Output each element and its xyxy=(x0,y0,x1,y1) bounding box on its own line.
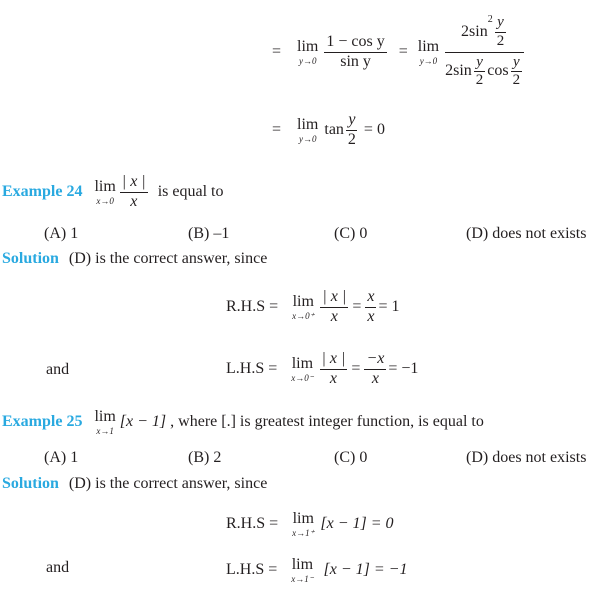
option-b: (B) 2 xyxy=(188,449,222,466)
solution-label: Solution xyxy=(2,475,59,492)
limit-operator: lim x→1⁺ xyxy=(292,509,315,538)
limit-operator: lim x→0⁻ xyxy=(291,354,314,383)
example-label: Example 25 xyxy=(2,413,83,430)
lhs-limit-25: L.H.S = lim x→1⁻ [x − 1] = −1 xyxy=(226,555,408,584)
limit-operator: lim x→0 xyxy=(94,177,116,206)
derivation-line-1 xyxy=(272,12,528,92)
equals-sign: = xyxy=(272,43,282,60)
and-text: and xyxy=(46,361,70,378)
example-24-question: Example 24 lim x→0 $\frac{| x |}{x}$ is equal to xyxy=(2,172,224,210)
solution-line: Solution (D) is the correct answer, since xyxy=(2,475,268,492)
solution-label: Solution xyxy=(2,250,59,267)
option-c: (C) 0 xyxy=(334,225,368,242)
option-a: (A) 1 xyxy=(44,449,79,466)
fraction-1-cos-over-sin: $\frac{\text{1 − cos y}}{\text{sin y}}$ xyxy=(326,32,385,70)
option-d: (D) does not exists xyxy=(466,449,587,466)
solution-line: Solution (D) is the correct answer, since xyxy=(2,250,268,267)
lhs-limit-24: L.H.S = lim x→0⁻ $\frac{| x |}{x}$ = $\frac{-x}{x}$ = −1 xyxy=(226,349,419,387)
half-angle-fraction: 2sin $^2$ $\frac{y}{2}$ 2sin $\frac{y}{2}$ cos $\frac{y}{2}$ xyxy=(443,15,526,89)
rhs-limit-25: R.H.S = lim x→1⁺ [x − 1] = 0 xyxy=(226,509,394,538)
limit-operator: lim x→1 xyxy=(94,407,116,436)
limit-operator: lim y→0 xyxy=(297,115,319,144)
limit-operator: lim y→0 xyxy=(417,37,440,66)
example-25-question: Example 25 lim x→1 [x − 1] , where [.] is greatest integer function, is equal to xyxy=(2,407,484,436)
limit-operator: lim y→0 xyxy=(297,37,319,66)
limit-operator: lim x→1⁻ xyxy=(291,555,314,584)
option-a: (A) 1 xyxy=(44,225,79,242)
example-label: Example 24 xyxy=(2,183,83,200)
option-c: (C) 0 xyxy=(334,449,368,466)
option-d: (D) does not exists xyxy=(466,225,587,242)
equals-sign: = xyxy=(398,43,408,60)
and-text: and xyxy=(46,559,70,576)
limit-operator: lim x→0⁺ xyxy=(292,292,315,321)
derivation-line-2: = lim y→0 tan $\frac{y}{2}$ = 0 xyxy=(272,110,385,148)
rhs-limit-24: R.H.S = lim x→0⁺ $\frac{| x |}{x}$ = $\frac{x}{x}$ = 1 xyxy=(226,287,400,325)
option-b: (B) –1 xyxy=(188,225,230,242)
